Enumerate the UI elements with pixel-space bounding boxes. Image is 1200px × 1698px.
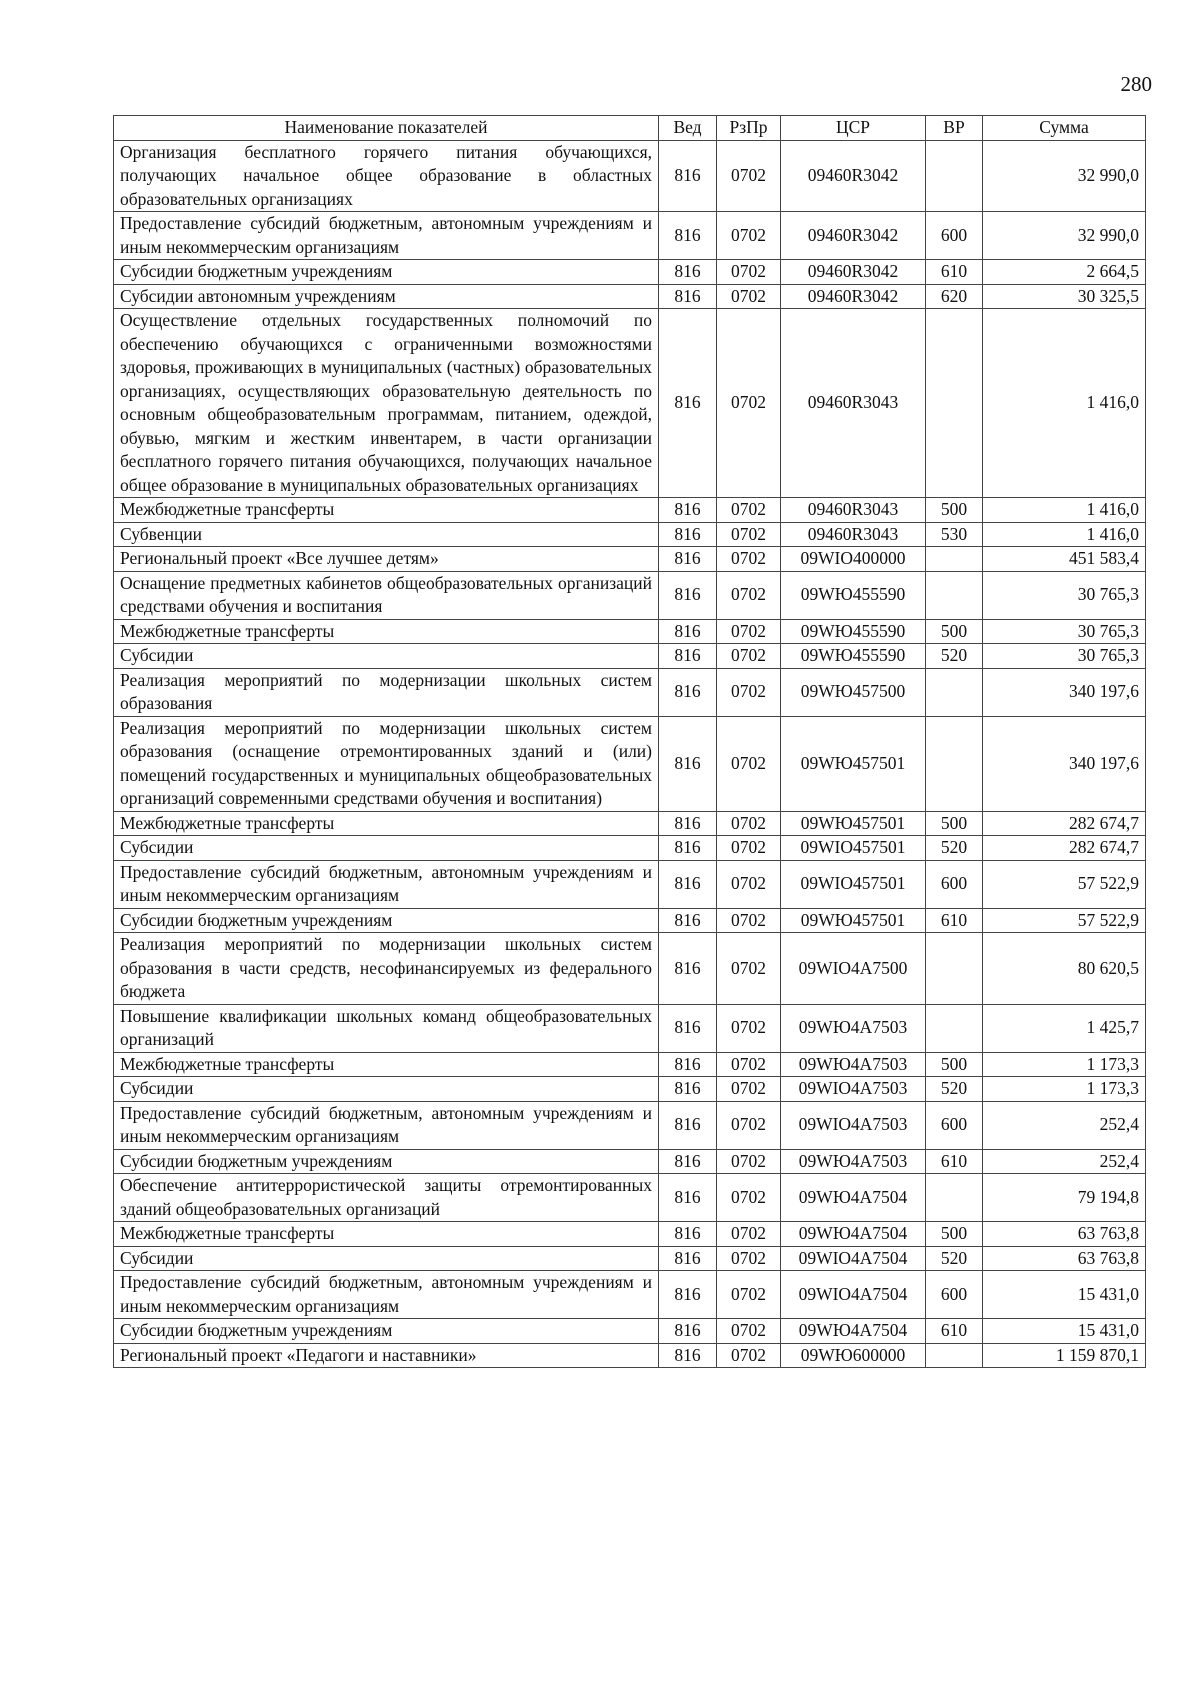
budget-table [113,115,1146,1368]
cell-csr: 09WЮ4A7504 [781,1319,926,1344]
cell-vr: 620 [926,284,983,309]
cell-vr [926,1343,983,1368]
header-vr: ВР [926,116,983,141]
cell-csr: 09WЮ457500 [781,668,926,716]
cell-ved: 816 [659,1004,717,1052]
cell-ved: 816 [659,836,717,861]
cell-name: Межбюджетные трансферты [114,1052,659,1077]
cell-csr: 09WIO4A7504 [781,1246,926,1271]
cell-ved: 816 [659,284,717,309]
header-csr: ЦСР [781,116,926,141]
cell-sum: 1 416,0 [983,309,1146,498]
cell-name: Субсидии [114,836,659,861]
cell-rzpr: 0702 [717,260,781,285]
table-row [114,836,1146,861]
cell-name: Предоставление субсидий бюджетным, автономным учреждениям и иным некоммерческим организациям [114,1271,659,1319]
table-row [114,644,1146,669]
cell-rzpr: 0702 [717,1222,781,1247]
cell-sum: 282 674,7 [983,811,1146,836]
table-row [114,547,1146,572]
cell-ved: 816 [659,811,717,836]
cell-name: Межбюджетные трансферты [114,811,659,836]
cell-vr: 610 [926,1319,983,1344]
cell-csr: 09WЮ457501 [781,811,926,836]
cell-csr: 09460R3042 [781,284,926,309]
cell-rzpr: 0702 [717,644,781,669]
cell-vr [926,571,983,619]
header-sum: Сумма [983,116,1146,141]
cell-csr: 09WЮ455590 [781,644,926,669]
cell-ved: 816 [659,644,717,669]
cell-vr: 600 [926,1101,983,1149]
cell-csr: 09460R3042 [781,260,926,285]
cell-name: Обеспечение антитеррористической защиты отремонтированных зданий общеобразовательных организаций [114,1174,659,1222]
cell-ved: 816 [659,1149,717,1174]
cell-ved: 816 [659,860,717,908]
cell-name: Реализация мероприятий по модернизации школьных систем образования в части средств, несофинансируемых из федерального бюджета [114,933,659,1005]
cell-csr: 09WЮ455590 [781,619,926,644]
table-row [114,1149,1146,1174]
cell-vr: 610 [926,260,983,285]
cell-rzpr: 0702 [717,1101,781,1149]
cell-ved: 816 [659,933,717,1005]
cell-sum: 80 620,5 [983,933,1146,1005]
page-number: 280 [1120,72,1152,96]
cell-sum: 79 194,8 [983,1174,1146,1222]
cell-ved: 816 [659,140,717,212]
cell-rzpr: 0702 [717,619,781,644]
cell-vr [926,547,983,572]
table-row [114,933,1146,1005]
table-row [114,908,1146,933]
cell-name: Межбюджетные трансферты [114,1222,659,1247]
cell-name: Субсидии автономным учреждениям [114,284,659,309]
cell-ved: 816 [659,522,717,547]
cell-name: Осуществление отдельных государственных полномочий по обеспечению обучающихся с ограниченными возможностями здоровья, проживающих в муниципальных (частных) образовательных организациях, осуществляющих образовательную деятельность по основным общеобразовательным программам, питанием, одеждой, обувью, мягким и жестким инвентарем, в части организации бесплатного горячего питания обучающихся, получающих начальное общее образование в муниципальных образовательных организациях [114,309,659,498]
cell-ved: 816 [659,668,717,716]
cell-sum: 252,4 [983,1101,1146,1149]
cell-name: Межбюджетные трансферты [114,498,659,523]
cell-rzpr: 0702 [717,1319,781,1344]
cell-vr [926,1174,983,1222]
cell-vr: 600 [926,1271,983,1319]
cell-ved: 816 [659,1174,717,1222]
cell-rzpr: 0702 [717,547,781,572]
cell-ved: 816 [659,1271,717,1319]
cell-rzpr: 0702 [717,1343,781,1368]
table-row [114,498,1146,523]
cell-csr: 09WIO400000 [781,547,926,572]
cell-name: Оснащение предметных кабинетов общеобразовательных организаций средствами обучения и воспитания [114,571,659,619]
cell-sum: 30 325,5 [983,284,1146,309]
cell-rzpr: 0702 [717,284,781,309]
cell-csr: 09460R3043 [781,309,926,498]
cell-rzpr: 0702 [717,933,781,1005]
cell-vr: 500 [926,1222,983,1247]
header-rzpr: РзПр [717,116,781,141]
cell-vr: 500 [926,498,983,523]
table-row [114,811,1146,836]
cell-rzpr: 0702 [717,716,781,811]
table-row [114,284,1146,309]
cell-ved: 816 [659,1052,717,1077]
cell-csr: 09WIO4A7500 [781,933,926,1005]
cell-sum: 57 522,9 [983,908,1146,933]
cell-rzpr: 0702 [717,860,781,908]
table-row [114,716,1146,811]
cell-csr: 09WЮ4A7503 [781,1052,926,1077]
cell-csr: 09WЮ4A7503 [781,1149,926,1174]
cell-sum: 30 765,3 [983,571,1146,619]
cell-vr: 520 [926,836,983,861]
cell-vr: 600 [926,212,983,260]
cell-csr: 09WIO457501 [781,836,926,861]
cell-sum: 1 416,0 [983,522,1146,547]
cell-csr: 09WЮ455590 [781,571,926,619]
cell-csr: 09WIO4A7504 [781,1271,926,1319]
table-row [114,1222,1146,1247]
cell-vr: 610 [926,908,983,933]
cell-ved: 816 [659,1077,717,1102]
cell-csr: 09460R3042 [781,212,926,260]
cell-csr: 09WIO4A7503 [781,1101,926,1149]
table-row [114,309,1146,498]
cell-sum: 15 431,0 [983,1271,1146,1319]
header-row [114,116,1146,141]
cell-name: Региональный проект «Педагоги и наставники» [114,1343,659,1368]
cell-rzpr: 0702 [717,1149,781,1174]
cell-vr: 530 [926,522,983,547]
cell-rzpr: 0702 [717,668,781,716]
header-ved: Вед [659,116,717,141]
table-row [114,668,1146,716]
cell-name: Реализация мероприятий по модернизации школьных систем образования [114,668,659,716]
cell-sum: 2 664,5 [983,260,1146,285]
cell-ved: 816 [659,1101,717,1149]
cell-rzpr: 0702 [717,140,781,212]
cell-rzpr: 0702 [717,1077,781,1102]
cell-name: Субсидии бюджетным учреждениям [114,1319,659,1344]
cell-ved: 816 [659,1246,717,1271]
cell-ved: 816 [659,1319,717,1344]
cell-vr: 520 [926,644,983,669]
cell-rzpr: 0702 [717,212,781,260]
cell-name: Субсидии бюджетным учреждениям [114,908,659,933]
cell-sum: 340 197,6 [983,668,1146,716]
cell-csr: 09460R3043 [781,522,926,547]
cell-vr: 500 [926,619,983,644]
cell-ved: 816 [659,212,717,260]
table-row [114,1343,1146,1368]
cell-name: Предоставление субсидий бюджетным, автономным учреждениям и иным некоммерческим организациям [114,1101,659,1149]
cell-sum: 451 583,4 [983,547,1146,572]
cell-name: Предоставление субсидий бюджетным, автономным учреждениям и иным некоммерческим организациям [114,860,659,908]
cell-vr: 600 [926,860,983,908]
cell-name: Субсидии [114,1077,659,1102]
cell-name: Субсидии бюджетным учреждениям [114,260,659,285]
cell-ved: 816 [659,716,717,811]
cell-sum: 32 990,0 [983,212,1146,260]
cell-name: Субвенции [114,522,659,547]
cell-csr: 09460R3042 [781,140,926,212]
cell-rzpr: 0702 [717,309,781,498]
cell-name: Субсидии бюджетным учреждениям [114,1149,659,1174]
cell-sum: 1 425,7 [983,1004,1146,1052]
table-row [114,212,1146,260]
cell-rzpr: 0702 [717,1052,781,1077]
cell-ved: 816 [659,619,717,644]
table-row [114,1246,1146,1271]
cell-csr: 09WIO457501 [781,860,926,908]
cell-rzpr: 0702 [717,836,781,861]
cell-sum: 15 431,0 [983,1319,1146,1344]
cell-csr: 09WЮ600000 [781,1343,926,1368]
cell-rzpr: 0702 [717,1271,781,1319]
table-row [114,1174,1146,1222]
cell-ved: 816 [659,571,717,619]
cell-csr: 09460R3043 [781,498,926,523]
cell-sum: 1 173,3 [983,1077,1146,1102]
cell-vr: 520 [926,1077,983,1102]
cell-ved: 816 [659,1343,717,1368]
cell-sum: 1 159 870,1 [983,1343,1146,1368]
cell-ved: 816 [659,547,717,572]
cell-vr: 500 [926,1052,983,1077]
cell-sum: 1 416,0 [983,498,1146,523]
cell-csr: 09WЮ457501 [781,908,926,933]
cell-name: Реализация мероприятий по модернизации школьных систем образования (оснащение отремонтированных зданий и (или) помещений государственных и муниципальных общеобразовательных организаций современными средствами обучения и воспитания) [114,716,659,811]
cell-vr [926,668,983,716]
cell-sum: 252,4 [983,1149,1146,1174]
cell-rzpr: 0702 [717,908,781,933]
cell-rzpr: 0702 [717,522,781,547]
table-row [114,140,1146,212]
cell-ved: 816 [659,908,717,933]
table-body [114,140,1146,1368]
cell-ved: 816 [659,260,717,285]
cell-csr: 09WЮ457501 [781,716,926,811]
cell-vr [926,716,983,811]
cell-vr [926,309,983,498]
cell-csr: 09WЮ4A7504 [781,1174,926,1222]
cell-vr [926,1004,983,1052]
cell-vr: 500 [926,811,983,836]
cell-rzpr: 0702 [717,1004,781,1052]
table-row [114,571,1146,619]
table-row [114,1077,1146,1102]
table-row [114,1004,1146,1052]
cell-name: Региональный проект «Все лучшее детям» [114,547,659,572]
cell-sum: 32 990,0 [983,140,1146,212]
table-row [114,1319,1146,1344]
table-row [114,260,1146,285]
cell-name: Предоставление субсидий бюджетным, автономным учреждениям и иным некоммерческим организациям [114,212,659,260]
cell-rzpr: 0702 [717,1174,781,1222]
cell-ved: 816 [659,498,717,523]
cell-sum: 63 763,8 [983,1222,1146,1247]
cell-ved: 816 [659,1222,717,1247]
cell-sum: 282 674,7 [983,836,1146,861]
cell-csr: 09WЮ4A7503 [781,1004,926,1052]
cell-sum: 30 765,3 [983,644,1146,669]
cell-rzpr: 0702 [717,498,781,523]
cell-sum: 30 765,3 [983,619,1146,644]
cell-sum: 1 173,3 [983,1052,1146,1077]
table-row [114,1271,1146,1319]
cell-sum: 63 763,8 [983,1246,1146,1271]
table-row [114,860,1146,908]
cell-rzpr: 0702 [717,571,781,619]
table-row [114,1052,1146,1077]
table-row [114,522,1146,547]
table-row [114,619,1146,644]
cell-name: Субсидии [114,1246,659,1271]
cell-csr: 09WЮ4A7504 [781,1222,926,1247]
cell-sum: 340 197,6 [983,716,1146,811]
cell-vr: 610 [926,1149,983,1174]
cell-csr: 09WIO4A7503 [781,1077,926,1102]
cell-rzpr: 0702 [717,811,781,836]
cell-ved: 816 [659,309,717,498]
cell-vr [926,140,983,212]
table-row [114,1101,1146,1149]
cell-vr [926,933,983,1005]
cell-name: Организация бесплатного горячего питания обучающихся, получающих начальное общее образование в областных образовательных организациях [114,140,659,212]
cell-name: Межбюджетные трансферты [114,619,659,644]
cell-name: Субсидии [114,644,659,669]
cell-name: Повышение квалификации школьных команд общеобразовательных организаций [114,1004,659,1052]
cell-vr: 520 [926,1246,983,1271]
cell-sum: 57 522,9 [983,860,1146,908]
header-name: Наименование показателей [114,116,659,141]
cell-rzpr: 0702 [717,1246,781,1271]
